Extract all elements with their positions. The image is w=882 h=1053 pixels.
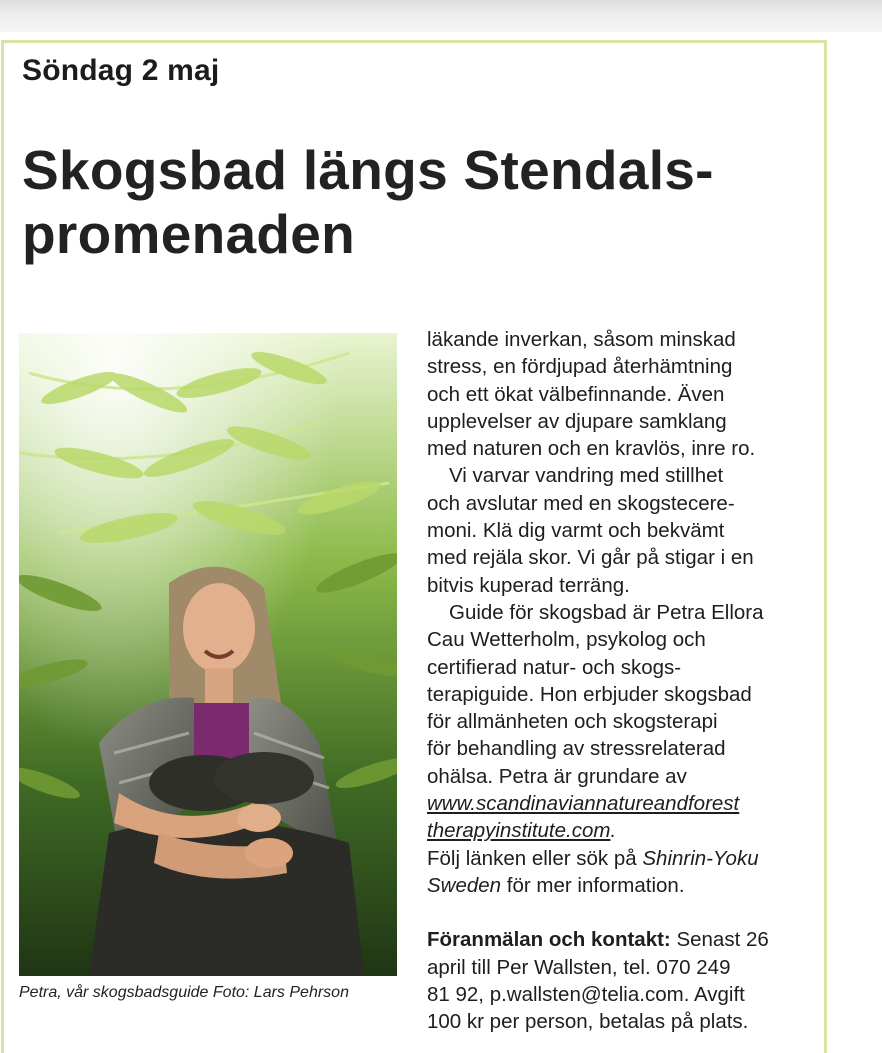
text-line: stress, en fördjupad återhämtning	[427, 355, 733, 379]
text-line: ohälsa. Petra är grundare av	[427, 764, 687, 788]
website-link-line[interactable]	[427, 790, 807, 817]
title-line-1: Skogsbad längs Stendals-	[22, 139, 714, 201]
website-link[interactable]: therapyinstitute.com	[427, 819, 611, 843]
photo-caption: Petra, vår skogsbadsguide Foto: Lars Pehrson	[19, 984, 349, 1001]
text-line: läkande inverkan, såsom minskad	[427, 328, 736, 351]
text-line: och ett ökat välbefinnande. Även	[427, 382, 725, 406]
website-link-line[interactable]	[427, 817, 807, 844]
text-line: Vi varvar vandring med stillhet	[449, 464, 724, 488]
search-term: Sweden	[427, 873, 502, 897]
page-gutter	[826, 32, 882, 1024]
text-line: bitvis kuperad terräng.	[427, 573, 630, 597]
text-line: med rejäla skor. Vi går på stigar i en	[427, 546, 754, 570]
text-line: Cau Wetterholm, psykolog och	[427, 628, 706, 652]
contact-line: 100 kr per person, betalas på plats.	[427, 1010, 749, 1034]
contact-label: Föranmälan och kontakt:	[427, 928, 671, 952]
title-line-2: promenaden	[22, 203, 356, 265]
text-line: upplevelser av djupare samklang	[427, 409, 727, 433]
contact-line	[427, 926, 807, 953]
viewer-top-bar	[0, 0, 882, 32]
spacer	[427, 899, 807, 926]
text-line: för behandling av stressrelaterad	[427, 737, 726, 761]
text-line: för allmänheten och skogsterapi	[427, 710, 718, 734]
website-link[interactable]: www.scandinaviannatureandforest	[427, 792, 740, 816]
follow-line	[427, 845, 807, 872]
paragraph-guide	[427, 599, 807, 899]
search-term: Shinrin-Yoku	[642, 846, 759, 870]
event-date: Söndag 2 maj	[22, 54, 220, 87]
contact-line: april till Per Wallsten, tel. 070 249	[427, 955, 731, 979]
article-column	[427, 326, 807, 1035]
page-title	[22, 138, 722, 266]
follow-text: Följ länken eller sök på	[427, 846, 643, 870]
follow-text: för mer information.	[501, 873, 685, 897]
paragraph-walk	[427, 462, 807, 598]
text-line: terapiguide. Hon erbjuder skogsbad	[427, 682, 752, 706]
follow-line	[427, 872, 807, 899]
guide-photo	[19, 333, 397, 976]
text-line: Guide för skogsbad är Petra Ellora	[449, 600, 764, 624]
text-line: moni. Klä dig varmt och bekvämt	[427, 519, 725, 543]
text-line: certifierad natur- och skogs-	[427, 655, 682, 679]
paragraph-contact	[427, 926, 807, 1035]
paragraph-intro	[427, 326, 807, 462]
contact-text: Senast 26	[670, 928, 769, 952]
contact-line: 81 92, p.wallsten@telia.com. Avgift	[427, 982, 745, 1006]
forest-portrait-image	[19, 333, 397, 976]
text-line: och avslutar med en skogstecere-	[427, 491, 735, 515]
text-line: med naturen och en kravlös, inre ro.	[427, 437, 756, 461]
link-period: .	[610, 819, 617, 843]
